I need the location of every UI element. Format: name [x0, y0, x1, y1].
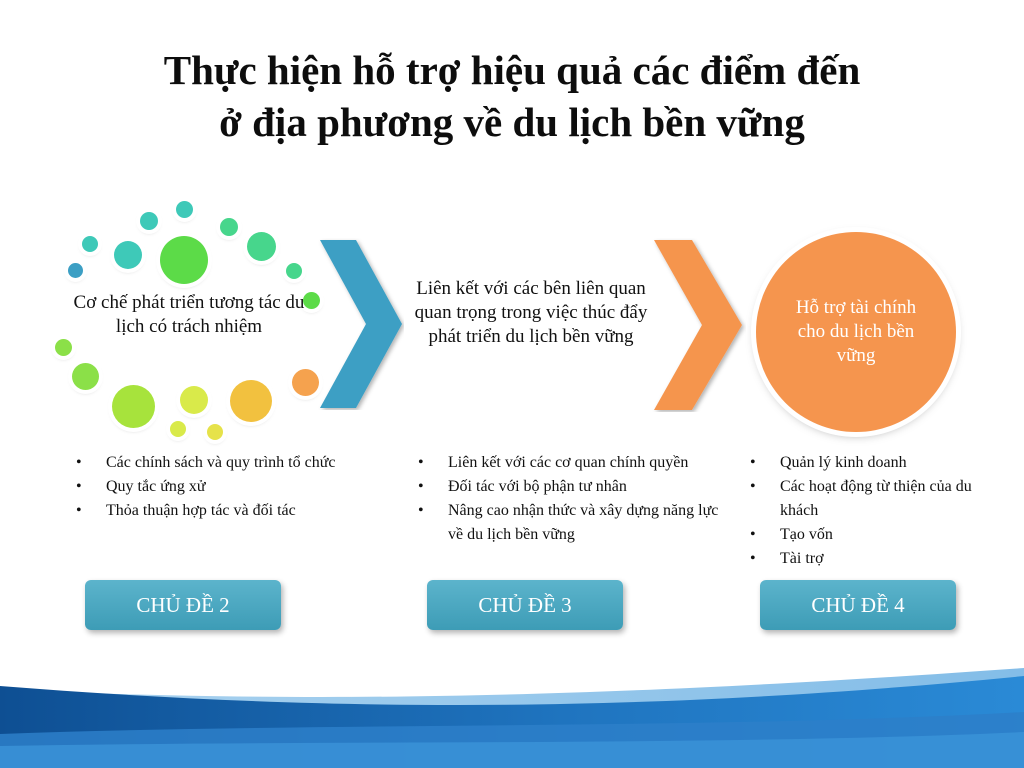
- stage-2-text: Liên kết với các bên liên quan quan trọng trong việc thúc đẩy phát triển du lịch bền vững: [414, 278, 648, 347]
- bubble: [230, 380, 272, 422]
- bubble: [207, 424, 223, 440]
- bubble: [112, 385, 155, 428]
- bubble: [160, 236, 208, 284]
- bullet-item: • Thỏa thuận hợp tác và đối tác: [72, 499, 402, 523]
- chevron-right-icon: [318, 238, 404, 410]
- bubble: [292, 369, 319, 396]
- bubble: [170, 421, 186, 437]
- title-line-2: ở địa phương về du lịch bền vững: [219, 99, 805, 145]
- bullet-item: • Các hoạt động từ thiện của du khách: [746, 475, 986, 523]
- bubble: [220, 218, 238, 236]
- footer-wave: [0, 660, 1024, 768]
- bubble: [176, 201, 193, 218]
- bubble: [82, 236, 98, 252]
- bullet-item: • Tài trợ: [746, 547, 986, 571]
- bullet-item: • Tạo vốn: [746, 523, 986, 547]
- stage-3-circle: [756, 232, 956, 432]
- stage-2-bullets: [414, 451, 724, 547]
- bubble: [68, 263, 83, 278]
- bullet-item: • Nâng cao nhận thức và xây dựng năng lực về du lịch bền vững: [414, 499, 724, 547]
- topic-2-button[interactable]: CHỦ ĐỀ 2: [85, 580, 281, 630]
- bubble: [72, 363, 99, 390]
- bubble: [55, 339, 72, 356]
- stage-1-text: Cơ chế phát triển tương tác du lịch có trách nhiệm: [73, 292, 305, 337]
- bubble: [180, 386, 208, 414]
- title-line-1: Thực hiện hỗ trợ hiệu quả các điểm đến: [163, 47, 861, 93]
- bubble: [114, 241, 142, 269]
- topic-3-button[interactable]: CHỦ ĐỀ 3: [427, 580, 623, 630]
- bullet-item: • Liên kết với các cơ quan chính quyền: [414, 451, 724, 475]
- chevron-right-icon: [652, 238, 746, 412]
- bullet-item: • Quy tắc ứng xử: [72, 475, 402, 499]
- topic-4-button[interactable]: CHỦ ĐỀ 4: [760, 580, 956, 630]
- stage-1-bullets: [72, 451, 402, 523]
- stage-3-text: Hỗ trợ tài chính cho du lịch bền vững: [795, 297, 917, 366]
- bubble: [140, 212, 158, 230]
- stage-3-bullets: [746, 451, 986, 571]
- bullet-item: • Đối tác với bộ phận tư nhân: [414, 475, 724, 499]
- bubble: [286, 263, 302, 279]
- bullet-item: • Các chính sách và quy trình tổ chức: [72, 451, 402, 475]
- slide-title: [0, 44, 1024, 148]
- bullet-item: • Quản lý kinh doanh: [746, 451, 986, 475]
- bubble: [247, 232, 276, 261]
